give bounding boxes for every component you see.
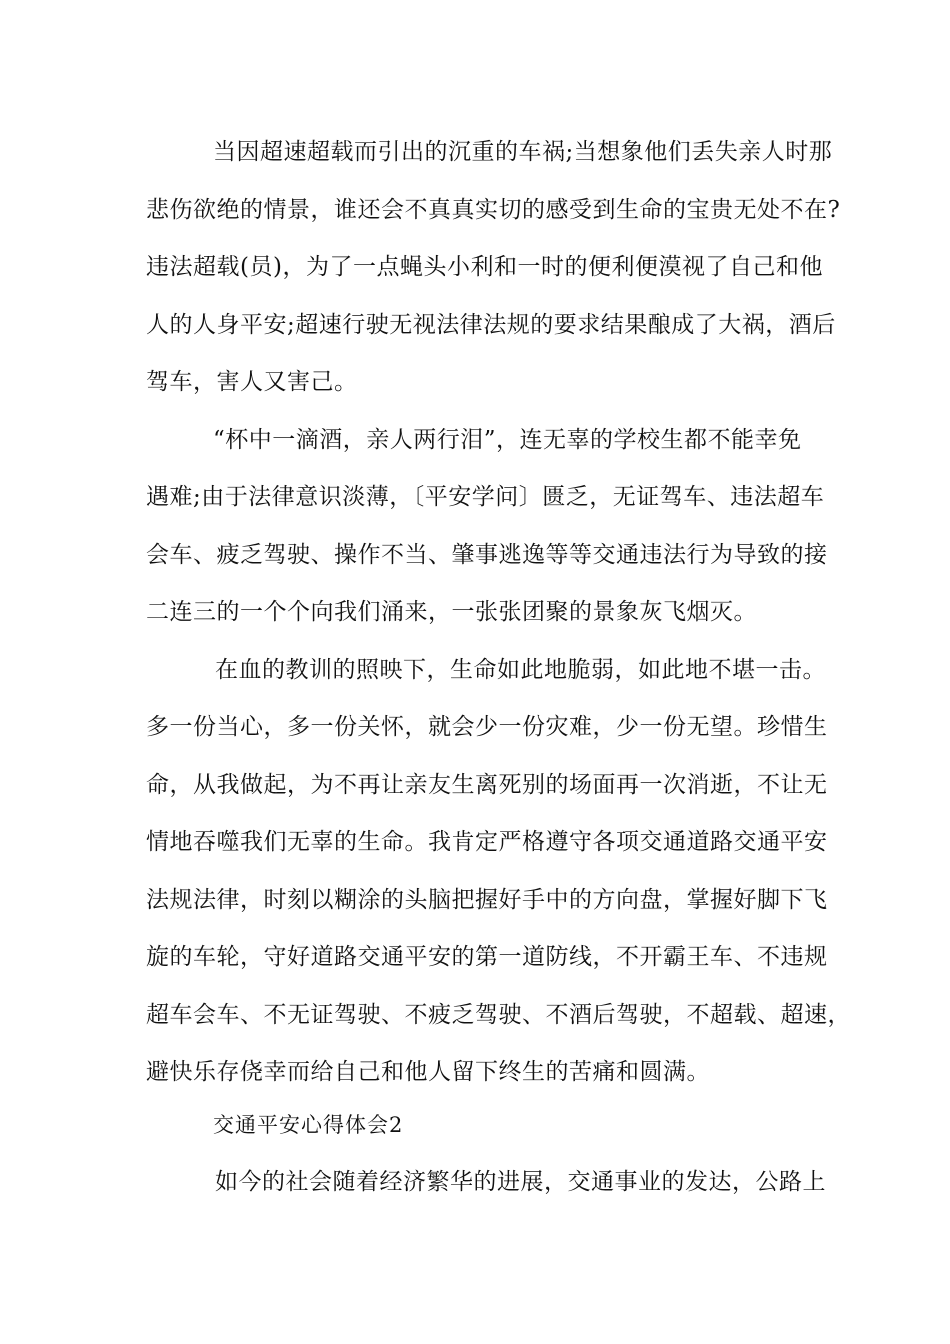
paragraph-3-line-7: 超车会车、不无证驾驶、不疲乏驾驶、不酒后驾驶，不超载、超速，: [146, 1002, 851, 1028]
paragraph-2-line-1: “杯中一滴酒，亲人两行泪”，连无辜的学校生都不能幸免: [213, 427, 802, 453]
paragraph-4-line-1: 如今的社会随着经济繁华的进展，交通事业的发达，公路上: [215, 1169, 826, 1195]
paragraph-1-line-4: 人的人身平安;超速行驶无视法律法规的要求结果酿成了大祸，酒后: [146, 312, 836, 338]
paragraph-3-line-1: 在血的教训的照映下，生命如此地脆弱，如此地不堪一击。: [215, 657, 826, 683]
paragraph-3-line-2: 多一份当心，多一份关怀，就会少一份灾难，少一份无望。珍惜生: [146, 714, 828, 740]
paragraph-3-line-8: 避快乐存侥幸而给自己和他人留下终生的苦痛和圆满。: [146, 1059, 710, 1085]
paragraph-2-line-4: 二连三的一个个向我们涌来，一张张团聚的景象灰飞烟灭。: [146, 599, 757, 625]
paragraph-1-line-2: 悲伤欲绝的情景，谁还会不真真实切的感受到生命的宝贵无处不在?: [146, 197, 841, 223]
section-heading: 交通平安心得体会2: [213, 1113, 404, 1137]
paragraph-3-line-5: 法规法律，时刻以糊涂的头脑把握好手中的方向盘，掌握好脚下飞: [146, 887, 828, 913]
paragraph-1-line-5: 驾车，害人又害己。: [146, 369, 358, 395]
paragraph-3-line-3: 命，从我做起，为不再让亲友生离死别的场面再一次消逝，不让无: [146, 772, 828, 798]
paragraph-2-line-3: 会车、疲乏驾驶、操作不当、肇事逃逸等等交通违法行为导致的接: [146, 542, 828, 568]
paragraph-1-line-3: 违法超载(员)，为了一点蝇头小利和一时的便利便漠视了自己和他: [146, 254, 823, 280]
paragraph-2-line-2: 遇难;由于法律意识淡薄，〔平安学问〕匮乏，无证驾车、违法超车: [146, 484, 825, 510]
paragraph-3-line-6: 旋的车轮，守好道路交通平安的第一道防线，不开霸王车、不违规: [146, 944, 828, 970]
paragraph-3-line-4: 情地吞噬我们无辜的生命。我肯定严格遵守各项交通道路交通平安: [146, 829, 828, 855]
paragraph-1-line-1: 当因超速超载而引出的沉重的车祸;当想象他们丢失亲人时那: [213, 139, 833, 165]
